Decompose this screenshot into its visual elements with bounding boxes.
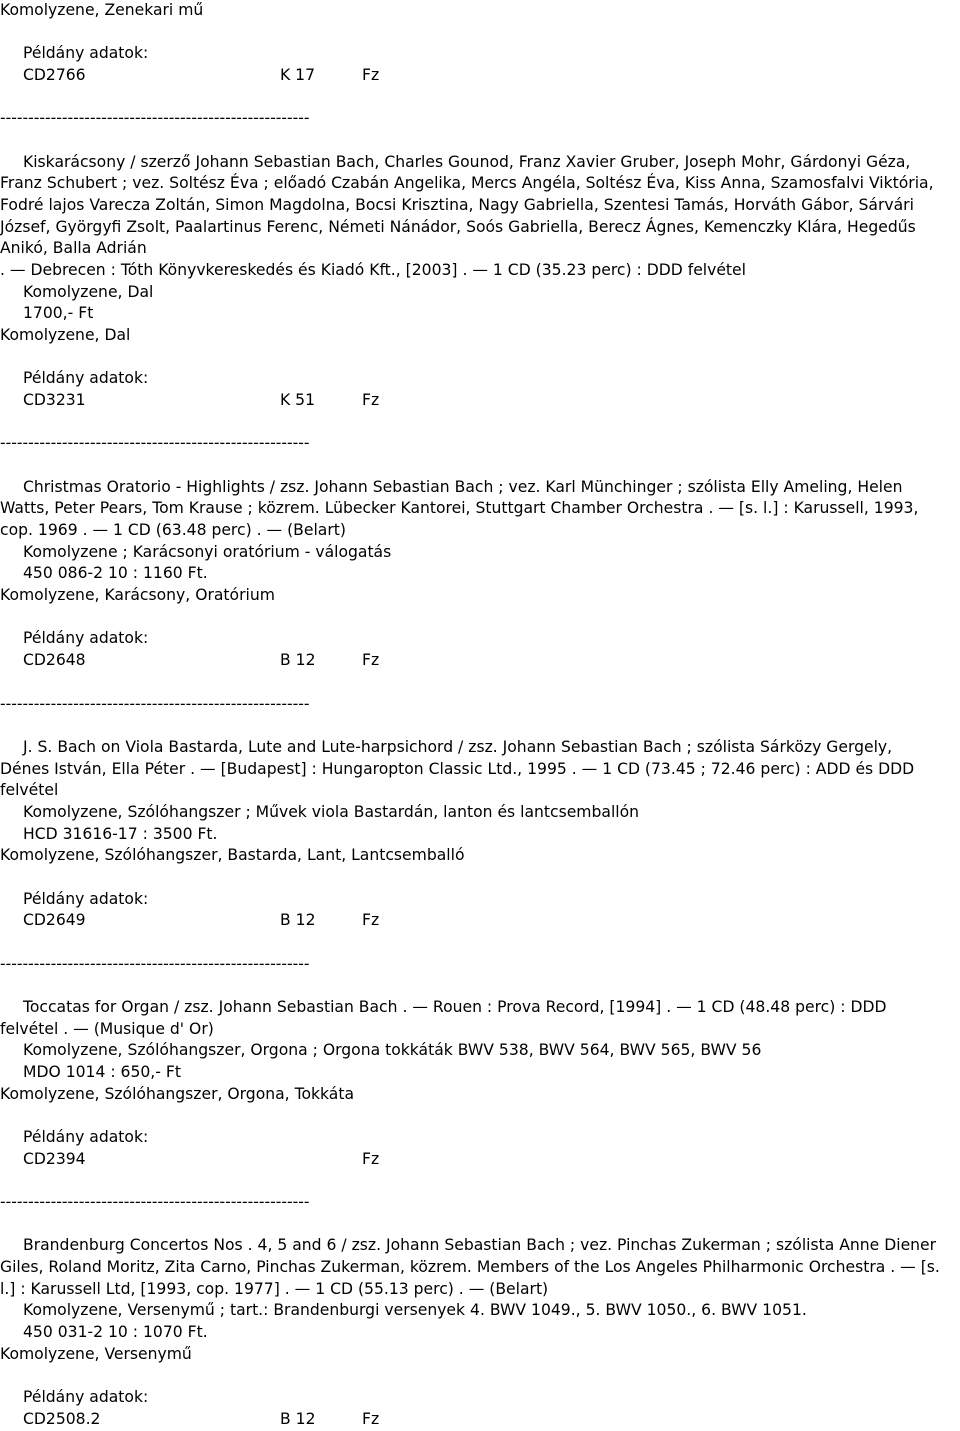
separator: ------------------------------------------------------- bbox=[0, 954, 310, 973]
record-description-line: Fodré lajos Varecza Zoltán, Simon Magdolna, Bocsi Krisztina, Nagy Gabriella, Szentesi Tamás, Horváth Gábor, Sárvári bbox=[0, 196, 914, 215]
record-description-line: Christmas Oratorio - Highlights / zsz. Johann Sebastian Bach ; vez. Karl Münchinger ; szólista Elly Ameling, Helen bbox=[23, 477, 903, 496]
catalog-record bbox=[0, 412, 960, 672]
record-price: 1700,- Ft bbox=[23, 304, 94, 323]
catalog-record bbox=[0, 87, 960, 412]
record-description-line: felvétel bbox=[0, 781, 59, 800]
record-description-line: Giles, Roland Moritz, Zita Carno, Pinchas Zukerman, közrem. Members of the Los Angeles Philharmonic Orchestra . — [s. bbox=[0, 1257, 940, 1276]
record-description-line: Kiskarácsony / szerző Johann Sebastian Bach, Charles Gounod, Franz Xavier Gruber, Joseph Mohr, Gárdonyi Géza, bbox=[23, 152, 911, 171]
record-heading: Komolyzene, Szólóhangszer, Bastarda, Lant, Lantcsemballó bbox=[0, 846, 465, 865]
record-heading: Komolyzene, Szólóhangszer, Orgona, Tokkáta bbox=[0, 1084, 355, 1103]
record-description-line: l.] : Karussell Ltd, [1993, cop. 1977] . — 1 CD (55.13 perc) . — (Belart) bbox=[0, 1279, 549, 1298]
record-description-line: József, Györgyfi Zsolt, Paalartinus Ferenc, Németi Nánádor, Soós Gabriella, Berecz Ágnes, Kemenczky Klára, Hegedűs bbox=[0, 217, 916, 236]
record-description-line: Anikó, Balla Adrián bbox=[0, 239, 147, 258]
copy-shelfmark: B 12 bbox=[280, 651, 316, 670]
record-subjects: Komolyzene, Versenymű ; tart.: Brandenburgi versenyek 4. BWV 1049., 5. BWV 1050., 6. BWV 1051. bbox=[23, 1301, 807, 1320]
copy-shelfmark: B 12 bbox=[280, 1409, 316, 1428]
record-description-line: Dénes István, Ella Péter . — [Budapest] : Hungaropton Classic Ltd., 1995 . — 1 CD (73.45 ; 72.46 perc) : ADD és DDD bbox=[0, 759, 915, 778]
copy-location: Fz bbox=[362, 66, 380, 85]
copy-id: CD2648 bbox=[23, 651, 86, 670]
copy-id: CD2394 bbox=[23, 1149, 86, 1168]
record-heading: Komolyzene, Zenekari mű bbox=[0, 1, 204, 19]
record-description-line: J. S. Bach on Viola Bastarda, Lute and Lute-harpsichord / zsz. Johann Sebastian Bach ; szólista Sárközy Gergely, bbox=[23, 737, 893, 756]
copy-row bbox=[0, 1409, 960, 1431]
record-description-line: Brandenburg Concertos Nos . 4, 5 and 6 / zsz. Johann Sebastian Bach ; vez. Pinchas Zukerman ; szólista Anne Diener bbox=[23, 1236, 937, 1255]
copy-id: CD2649 bbox=[23, 911, 86, 930]
copy-row bbox=[0, 65, 960, 87]
copy-location: Fz bbox=[362, 1409, 380, 1428]
copy-id: CD2508.2 bbox=[23, 1409, 101, 1428]
copy-id: CD2766 bbox=[23, 66, 86, 85]
catalog-record bbox=[0, 1170, 960, 1430]
catalog-record bbox=[0, 932, 960, 1170]
copies-label: Példány adatok: bbox=[23, 1388, 149, 1406]
record-subjects: Komolyzene, Szólóhangszer, Orgona ; Orgona tokkáták BWV 538, BWV 564, BWV 565, BWV 56 bbox=[23, 1041, 762, 1060]
copy-row bbox=[0, 650, 960, 672]
record-price: 450 031-2 10 : 1070 Ft. bbox=[23, 1322, 208, 1341]
record-subjects: Komolyzene ; Karácsonyi oratórium - válogatás bbox=[23, 542, 392, 561]
catalog-record-tail bbox=[0, 0, 960, 87]
separator: ------------------------------------------------------- bbox=[0, 434, 310, 453]
record-heading: Komolyzene, Dal bbox=[0, 326, 131, 345]
copy-location: Fz bbox=[362, 911, 380, 930]
copy-location: Fz bbox=[362, 651, 380, 670]
record-description-line: Watts, Peter Pears, Tom Krause ; közrem. Lübecker Kantorei, Stuttgart Chamber Orchestra . — [s. l.] : Karussell, 1993, bbox=[0, 499, 919, 518]
catalog-record bbox=[0, 672, 960, 932]
copies-label: Példány adatok: bbox=[23, 629, 149, 648]
copy-shelfmark: K 51 bbox=[280, 391, 316, 410]
record-subjects: Komolyzene, Szólóhangszer ; Művek viola Bastardán, lanton és lantcsemballón bbox=[23, 802, 640, 821]
copy-shelfmark: K 17 bbox=[280, 66, 316, 85]
record-subjects: Komolyzene, Dal bbox=[23, 282, 154, 301]
copies-label: Példány adatok: bbox=[23, 369, 149, 388]
record-price: HCD 31616-17 : 3500 Ft. bbox=[23, 824, 218, 843]
separator: ------------------------------------------------------- bbox=[0, 694, 310, 713]
record-description-line: Toccatas for Organ / zsz. Johann Sebastian Bach . — Rouen : Prova Record, [1994] . — 1 CD (48.48 perc) : DDD bbox=[23, 997, 887, 1016]
copy-shelfmark: B 12 bbox=[280, 911, 316, 930]
record-description-line: felvétel . — (Musique d' Or) bbox=[0, 1019, 214, 1038]
separator: ------------------------------------------------------- bbox=[0, 109, 310, 128]
separator: ------------------------------------------------------- bbox=[0, 1192, 310, 1211]
record-price: MDO 1014 : 650,- Ft bbox=[23, 1062, 181, 1081]
copies-label: Példány adatok: bbox=[23, 889, 149, 908]
copy-row bbox=[0, 390, 960, 412]
copy-row bbox=[0, 910, 960, 932]
record-description-line: Franz Schubert ; vez. Soltész Éva ; előadó Czabán Angelika, Mercs Angéla, Soltész Éva, Kiss Anna, Szamosfalvi Viktória, bbox=[0, 174, 934, 193]
record-price: 450 086-2 10 : 1160 Ft. bbox=[23, 564, 208, 583]
copy-location: Fz bbox=[362, 391, 380, 410]
record-heading: Komolyzene, Karácsony, Oratórium bbox=[0, 586, 275, 605]
copy-location: Fz bbox=[362, 1149, 380, 1168]
copies-label: Példány adatok: bbox=[23, 44, 149, 63]
copy-id: CD3231 bbox=[23, 391, 86, 410]
copy-row bbox=[0, 1149, 960, 1171]
record-heading: Komolyzene, Versenymű bbox=[0, 1344, 192, 1363]
copies-label: Példány adatok: bbox=[23, 1127, 149, 1146]
record-description-line: . — Debrecen : Tóth Könyvkereskedés és Kiadó Kft., [2003] . — 1 CD (35.23 perc) : DDD felvétel bbox=[0, 261, 746, 280]
record-description-line: cop. 1969 . — 1 CD (63.48 perc) . — (Belart) bbox=[0, 521, 346, 540]
